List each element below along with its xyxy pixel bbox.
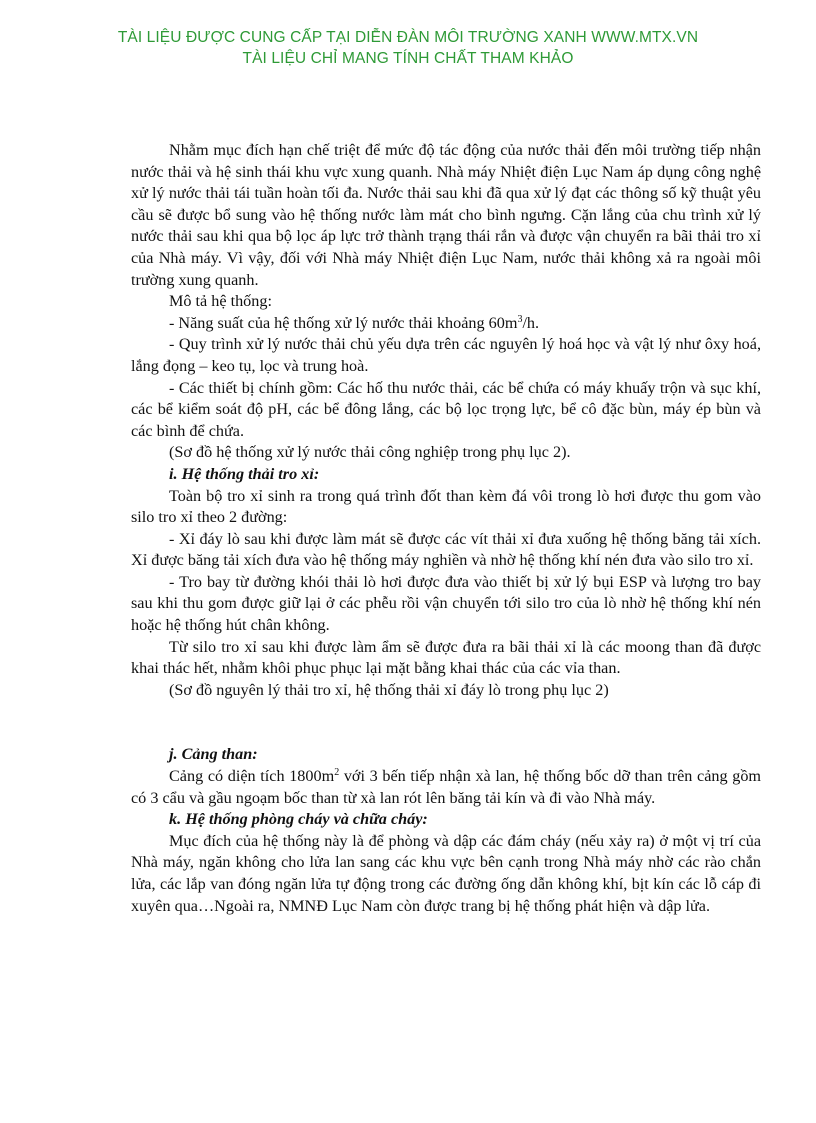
paragraph-diagram-ref-2: (Sơ đồ nguyên lý thải tro xỉ, hệ thống thải xỉ đáy lò trong phụ lục 2) <box>169 680 609 699</box>
paragraph-fly-ash: - Tro bay từ đường khói thải lò hơi được đưa vào thiết bị xử lý bụi ESP và lượng tro bay sau khi thu gom được giữ lại ở các phễu rồi vận chuyển tới silo tro của lò nhờ hệ thống khí nén hoặc hệ thống hút chân không. <box>131 572 761 635</box>
header-line-1: TÀI LIỆU ĐƯỢC CUNG CẤP TẠI DIỄN ĐÀN MÔI TRƯỜNG XANH WWW.MTX.VN <box>117 29 699 46</box>
section-heading-i: i. Hệ thống thải tro xỉ: <box>169 464 320 483</box>
paragraph-intro: Nhằm mục đích hạn chế triệt để mức độ tác động của nước thải đến môi trường tiếp nhận nước thải và hệ sinh thái khu vực xung quanh. Nhà máy Nhiệt điện Lục Nam áp dụng công nghệ xử lý nước thải tái tuần hoàn tối đa. Nước thải sau khi đã qua xử lý đạt các thông số kỹ thuật yêu cầu sẽ được bổ sung vào hệ thống nước làm mát cho bình ngưng. Cặn lắng của chu trình xử lý nước thải sau khi qua bộ lọc áp lực trở thành trạng thái rắn và được vận chuyển ra bãi thải tro xỉ của Nhà máy. Vì vậy, đối với Nhà máy Nhiệt điện Lục Nam, nước thải không xả ra ngoài môi trường xung quanh. <box>131 141 761 289</box>
paragraph-equipment: - Các thiết bị chính gồm: Các hố thu nước thải, các bể chứa có máy khuấy trộn và sục khí, các bể kiểm soát độ pH, các bể đông lắng, các bộ lọc trọng lực, bể cô đặc bùn, máy ép bùn và các bình để chứa. <box>131 378 761 440</box>
paragraph-ash-disposal: Từ silo tro xỉ sau khi được làm ẩm sẽ được đưa ra bãi thải xỉ là các moong than đã được khai thác hết, nhằm khôi phục phục lại mặt bằng khai thác của các vỉa than. <box>131 637 761 678</box>
paragraph-port <box>131 766 761 809</box>
watermark-header <box>0 27 816 69</box>
section-heading-j: j. Cảng than: <box>169 745 258 764</box>
paragraph-bottom-ash: - Xỉ đáy lò sau khi được làm mát sẽ được các vít thải xỉ đưa xuống hệ thống băng tải xích. Xỉ được băng tải xích đưa vào hệ thống máy nghiền và nhờ hệ thống khí nén đưa vào silo tro xỉ. <box>131 529 761 570</box>
spacer <box>131 701 761 744</box>
capacity-text: - Năng suất của hệ thống xử lý nước thải khoảng 60m <box>169 313 518 332</box>
paragraph-diagram-ref-1: (Sơ đồ hệ thống xử lý nước thải công nghiệp trong phụ lục 2). <box>169 443 571 462</box>
capacity-unit: /h. <box>522 313 540 332</box>
paragraph-system-description: Mô tả hệ thống: <box>169 292 272 311</box>
paragraph-fire-protection: Mục đích của hệ thống này là để phòng và dập các đám cháy (nếu xảy ra) ở một vị trí của Nhà máy, ngăn không cho lửa lan sang các khu vực bên cạnh trong Nhà máy nhờ các rào chắn lửa, các lắp van đóng ngăn lửa tự động trong các đường ống dẫn không khí, bịt kín các lỗ cáp đi xuyên qua…Ngoài ra, NMNĐ Lục Nam còn được trang bị hệ thống phát hiện và dập lửa. <box>131 831 761 915</box>
port-text-rest: với 3 bến tiếp nhận xà lan, hệ thống bốc dỡ than trên cảng gồm có 3 cẩu và gầu ngoạm bốc than từ xà lan rót lên băng tải kín và đi vào Nhà máy. <box>131 767 762 807</box>
port-superscript: 2 <box>334 767 340 779</box>
capacity-superscript: 3 <box>517 313 523 325</box>
paragraph-process: - Quy trình xử lý nước thải chủ yếu dựa trên các nguyên lý hoá học và vật lý như ôxy hoá, lắng đọng – keo tụ, lọc và trung hoà. <box>131 335 761 375</box>
paragraph-capacity <box>131 313 761 335</box>
paragraph-ash-collection: Toàn bộ tro xỉ sinh ra trong quá trình đốt than kèm đá vôi trong lò hơi được thu gom vào silo tro xỉ theo 2 đường: <box>131 486 761 527</box>
port-text: Cảng có diện tích 1800m <box>169 767 335 786</box>
document-body <box>131 140 761 917</box>
header-line-2: TÀI LIỆU CHỈ MANG TÍNH CHẤT THAM KHẢO <box>242 50 574 67</box>
section-heading-k: k. Hệ thống phòng cháy và chữa cháy: <box>169 810 428 829</box>
